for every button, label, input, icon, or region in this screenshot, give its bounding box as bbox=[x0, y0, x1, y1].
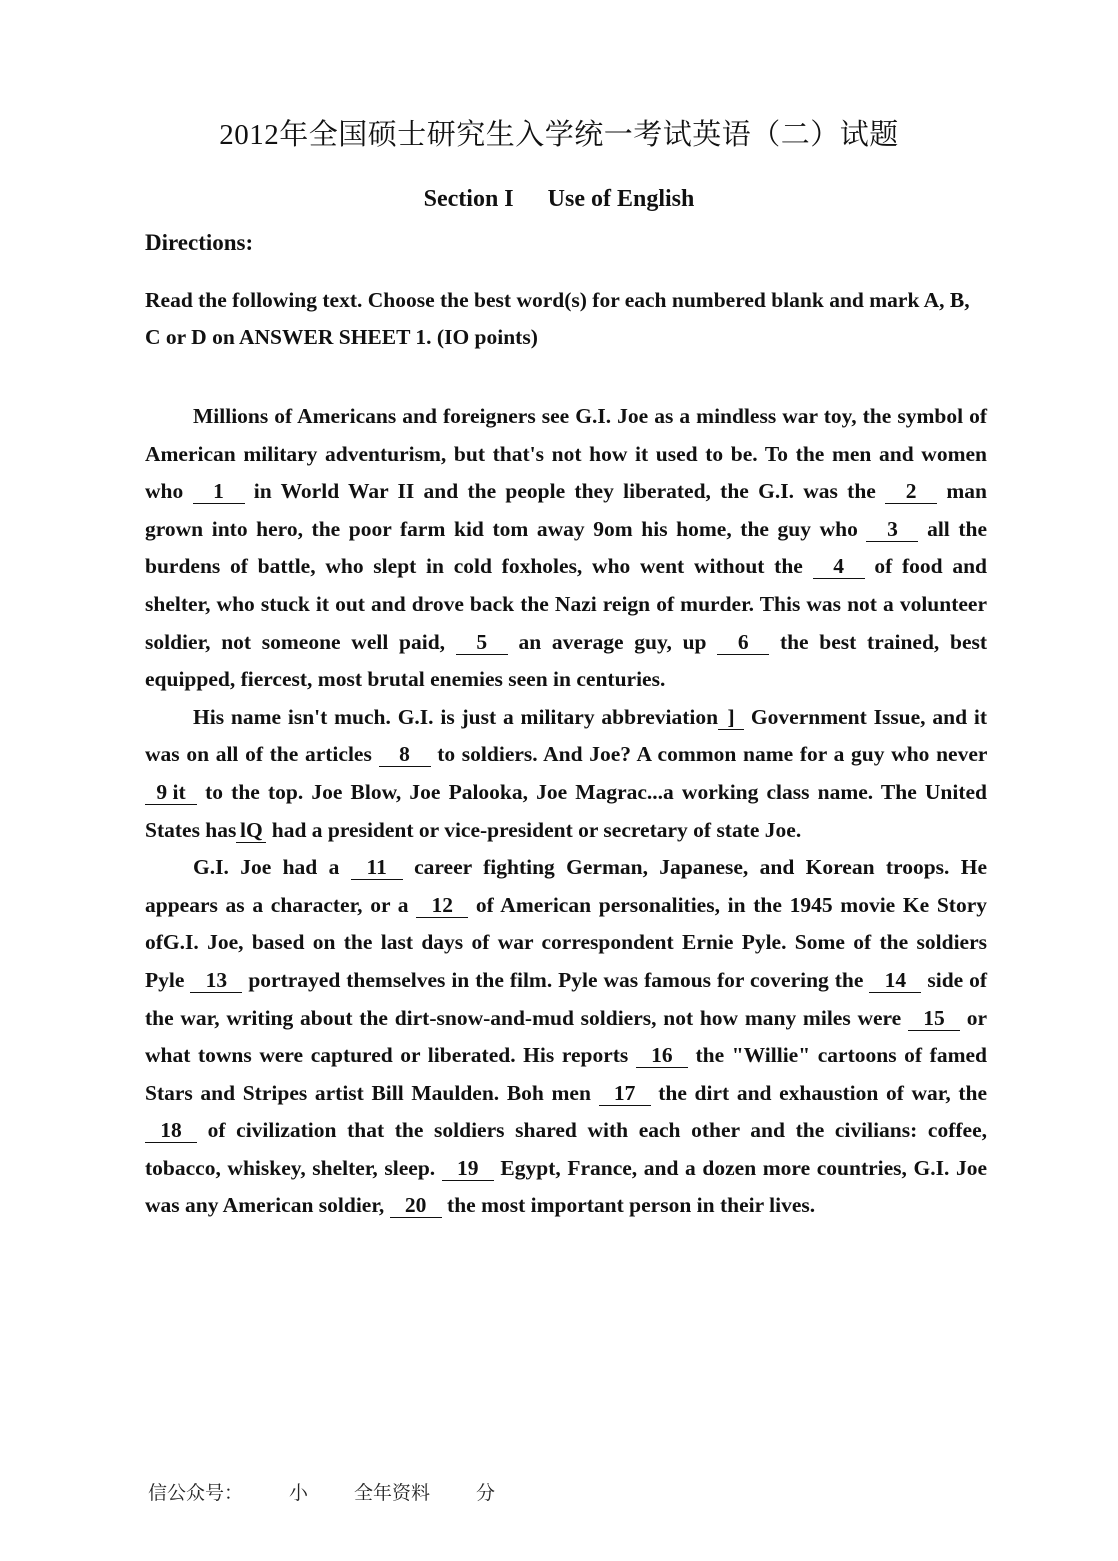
blank-7: ] bbox=[718, 705, 744, 730]
section-name: Use of English bbox=[547, 186, 695, 212]
blank-11: 11 bbox=[351, 855, 403, 880]
passage-text: the most important person in their lives. bbox=[447, 1193, 816, 1218]
blank-20: 20 bbox=[390, 1193, 442, 1218]
passage-text: or what towns were captured or liberated. His reports bbox=[145, 1005, 988, 1068]
blank-4: 4 bbox=[813, 554, 865, 579]
passage-text: man grown into hero, the poor farm kid tom away 9om his home, the guy who bbox=[145, 479, 988, 541]
blank-2: 2 bbox=[885, 479, 937, 504]
blank-13: 13 bbox=[190, 968, 242, 993]
paragraph-3 bbox=[145, 849, 987, 1225]
blank-8: 8 bbox=[379, 742, 431, 767]
blank-19: 19 bbox=[442, 1156, 494, 1181]
paragraph-1 bbox=[145, 398, 987, 699]
blank-6: 6 bbox=[717, 630, 769, 655]
blank-12: 12 bbox=[416, 893, 468, 918]
blank-16: 16 bbox=[636, 1043, 688, 1068]
blank-3: 3 bbox=[866, 517, 918, 542]
passage-text: Millions of Americans and foreigners see G.I. Joe as a mindless war toy, the symbol of American military adventurism, but that's not how it used to be. To the men and women who bbox=[145, 404, 987, 504]
passage-text: had a president or vice-president or secretary of state Joe. bbox=[271, 817, 802, 842]
passage-text: of food and shelter, who stuck it out and drove back the Nazi reign of murder. This was not a volunteer soldier, not someone well paid, bbox=[145, 554, 988, 654]
passage-text: career fighting German, Japanese, and Korean troops. He appears as a character, or a bbox=[145, 855, 988, 917]
passage-text: to the top. Joe Blow, Joe Palooka, Joe Magrac...a working class name. The United States has bbox=[145, 779, 988, 842]
passage-text: to soldiers. And Joe? A common name for a guy who never bbox=[437, 742, 988, 767]
passage-text: the best trained, best equipped, fiercest, most brutal enemies seen in centuries. bbox=[145, 629, 988, 692]
passage-text: an average guy, up bbox=[518, 629, 707, 654]
blank-14: 14 bbox=[869, 968, 921, 993]
section-number: Section I bbox=[423, 186, 514, 212]
passage-text: His name isn't much. G.I. is just a military abbreviation bbox=[193, 704, 719, 729]
passage-text: portrayed themselves in the film. Pyle was famous for covering the bbox=[248, 967, 864, 992]
blank-18: 18 bbox=[145, 1118, 197, 1143]
footer-item: 分 bbox=[476, 1482, 496, 1504]
passage-text: the dirt and exhaustion of war, the bbox=[658, 1080, 988, 1105]
paragraph-2 bbox=[145, 699, 987, 849]
footer-watermark bbox=[148, 1478, 541, 1505]
passage-text: of civilization that the soldiers shared with each other and the civilians: coffee, tobacco, whiskey, shelter, sleep. bbox=[145, 1118, 987, 1180]
passage-text: all the burdens of battle, who slept in cold foxholes, who went without the bbox=[145, 516, 988, 579]
passage-text: Government Issue, and it was on all of the articles bbox=[145, 704, 988, 767]
passage-text: of American personalities, in the 1945 movie Ke Story ofG.I. Joe, based on the last days of war correspondent Ernie Pyle. Some of the soldiers Pyle bbox=[145, 892, 987, 992]
blank-17: 17 bbox=[599, 1081, 651, 1106]
passage-text: Egypt, France, and a dozen more countries, G.I. Joe was any American soldier, bbox=[145, 1155, 988, 1218]
passage-text: G.I. Joe had a bbox=[193, 855, 340, 880]
directions-label: Directions: bbox=[145, 230, 254, 255]
passage-text: in World War II and the people they liberated, the G.I. was the bbox=[253, 479, 876, 504]
instructions-text: Read the following text. Choose the best word(s) for each numbered blank and mark A, B, C or D on ANSWER SHEET 1. (IO points) bbox=[145, 288, 970, 349]
footer-item: 小 bbox=[289, 1482, 309, 1504]
footer-item: 全年资料 bbox=[354, 1482, 431, 1504]
passage-text: side of the war, writing about the dirt-snow-and-mud soldiers, not how many miles were bbox=[145, 967, 988, 1030]
footer-item: 信公众号： bbox=[148, 1482, 244, 1504]
cloze-passage bbox=[145, 398, 987, 1225]
blank-9: 9 it bbox=[145, 780, 197, 805]
passage-text: the "Willie" cartoons of famed Stars and Stripes artist Bill Maulden. Boh men bbox=[145, 1043, 987, 1105]
blank-15: 15 bbox=[908, 1006, 960, 1031]
blank-5: 5 bbox=[456, 630, 508, 655]
blank-10: lQ bbox=[236, 818, 266, 843]
exam-title: 2012年全国硕士研究生入学统一考试英语（二）试题 bbox=[219, 119, 899, 151]
section-heading bbox=[0, 186, 1118, 213]
blank-1: 1 bbox=[193, 479, 245, 504]
